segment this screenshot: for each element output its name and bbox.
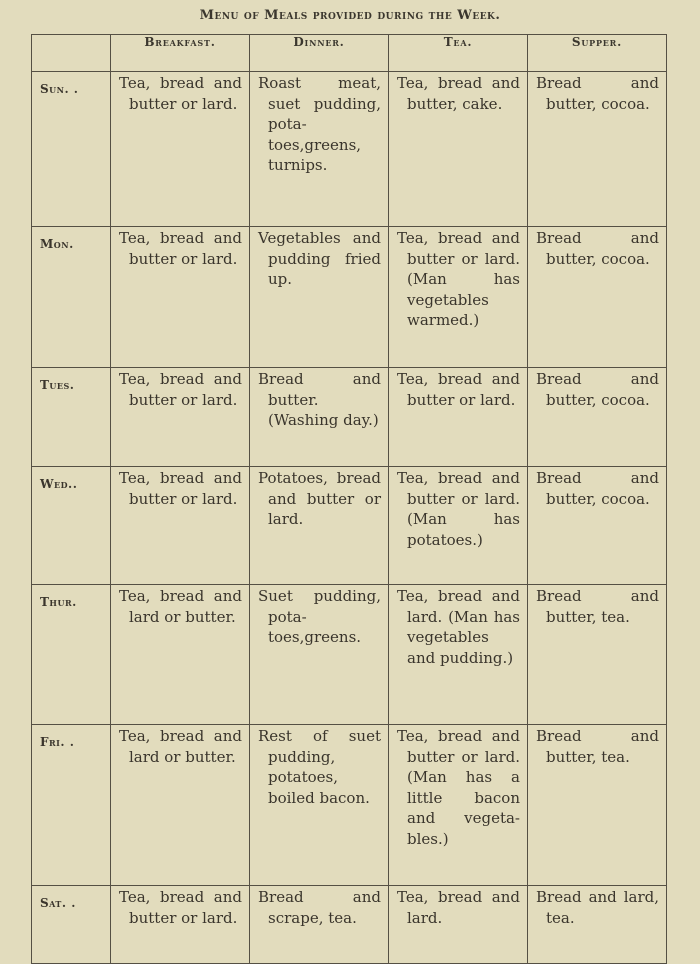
tea-cell: [389, 585, 528, 725]
day-label: Fri. .: [32, 725, 111, 886]
tea-cell: [389, 368, 528, 467]
corner-header: [32, 35, 111, 72]
tea-text: Tea, bread and butter or lard. (Man has vegetables warmed.): [397, 229, 520, 329]
tea-text: Tea, bread and butter or lard. (Man has a little bacon and vegetables.): [397, 727, 520, 848]
tea-text: Tea, bread and lard.: [397, 888, 520, 927]
day-label: Thur.: [32, 585, 111, 725]
supper-cell: [528, 585, 667, 725]
dinner-text: Potatoes, bread and butter or lard.: [258, 469, 381, 528]
column-header-dinner: Dinner.: [250, 35, 389, 72]
day-label: Tues.: [32, 368, 111, 467]
breakfast-text: Tea, bread and butter or lard.: [119, 370, 242, 409]
breakfast-text: Tea, bread and lard or butter.: [119, 587, 242, 626]
supper-text: Bread and butter, tea.: [536, 727, 659, 766]
table-row: [32, 72, 667, 227]
day-label: Sat. .: [32, 886, 111, 964]
dinner-text: Bread and scrape, tea.: [258, 888, 381, 927]
supper-cell: [528, 725, 667, 886]
dinner-cell: [250, 585, 389, 725]
column-header-tea: Tea.: [389, 35, 528, 72]
page-title: Menu of Meals provided during the Week.: [199, 8, 501, 23]
supper-cell: [528, 368, 667, 467]
breakfast-cell: [111, 585, 250, 725]
tea-text: Tea, bread and butter or lard.: [397, 370, 520, 409]
table-row: [32, 467, 667, 585]
breakfast-text: Tea, bread and butter or lard.: [119, 229, 242, 268]
breakfast-cell: [111, 368, 250, 467]
dinner-cell: [250, 886, 389, 964]
supper-text: Bread and butter, tea.: [536, 587, 659, 626]
day-label: Sun. .: [32, 72, 111, 227]
breakfast-cell: [111, 467, 250, 585]
table-row: [32, 585, 667, 725]
tea-cell: [389, 72, 528, 227]
table-row: [32, 227, 667, 368]
dinner-text: Bread and butter. (Washing day.): [258, 370, 381, 429]
dinner-cell: [250, 72, 389, 227]
supper-text: Bread and butter, cocoa.: [536, 229, 659, 268]
breakfast-cell: [111, 227, 250, 368]
supper-text: Bread and butter, cocoa.: [536, 469, 659, 508]
dinner-cell: [250, 725, 389, 886]
tea-text: Tea, bread and butter, cake.: [397, 74, 520, 113]
day-label: Mon.: [32, 227, 111, 368]
column-header-supper: Supper.: [528, 35, 667, 72]
supper-cell: [528, 467, 667, 585]
supper-cell: [528, 886, 667, 964]
breakfast-text: Tea, bread and butter or lard.: [119, 74, 242, 113]
tea-cell: [389, 886, 528, 964]
tea-cell: [389, 467, 528, 585]
tea-cell: [389, 227, 528, 368]
dinner-text: Roast meat, suet pudding, potatoes,greens, turnips.: [258, 74, 381, 174]
header-row: [32, 35, 667, 72]
day-label: Wed..: [32, 467, 111, 585]
dinner-cell: [250, 368, 389, 467]
breakfast-cell: [111, 725, 250, 886]
tea-cell: [389, 725, 528, 886]
dinner-cell: [250, 467, 389, 585]
supper-cell: [528, 72, 667, 227]
breakfast-text: Tea, bread and butter or lard.: [119, 888, 242, 927]
tea-text: Tea, bread and lard. (Man has vegetables and pudding.): [397, 587, 520, 667]
breakfast-text: Tea, bread and butter or lard.: [119, 469, 242, 508]
supper-text: Bread and lard, tea.: [536, 888, 659, 927]
dinner-text: Vegetables and pudding fried up.: [258, 229, 381, 288]
column-header-breakfast: Breakfast.: [111, 35, 250, 72]
table-row: [32, 725, 667, 886]
dinner-text: Rest of suet pudding, potatoes, boiled bacon.: [258, 727, 381, 807]
breakfast-cell: [111, 72, 250, 227]
supper-text: Bread and butter, cocoa.: [536, 74, 659, 113]
dinner-cell: [250, 227, 389, 368]
meal-menu-table: [31, 34, 667, 964]
supper-text: Bread and butter, cocoa.: [536, 370, 659, 409]
breakfast-cell: [111, 886, 250, 964]
supper-cell: [528, 227, 667, 368]
breakfast-text: Tea, bread and lard or butter.: [119, 727, 242, 766]
tea-text: Tea, bread and butter or lard. (Man has potatoes.): [397, 469, 520, 549]
table-row: [32, 368, 667, 467]
table-row: [32, 886, 667, 964]
dinner-text: Suet pudding, potatoes,greens.: [258, 587, 381, 646]
